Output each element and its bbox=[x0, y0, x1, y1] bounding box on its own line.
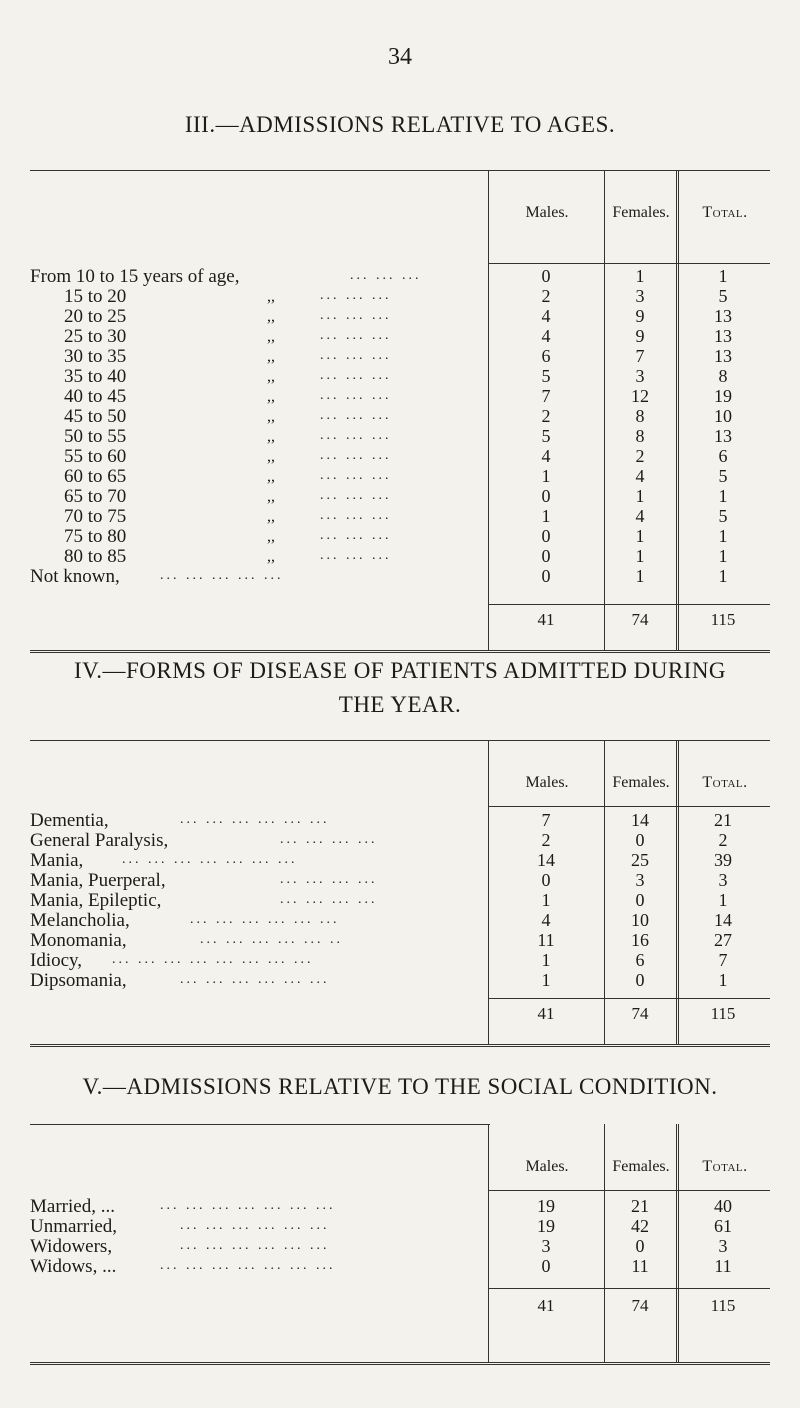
total-rule bbox=[488, 998, 770, 999]
header-rule bbox=[488, 806, 770, 807]
table-v-heading: V.—ADMISSIONS RELATIVE TO THE SOCIAL CONDITION. bbox=[82, 1074, 718, 1099]
page-number: 34 bbox=[388, 44, 412, 70]
table-row: 75 to 80 ,, ... ... ... 0 1 1 bbox=[64, 526, 728, 547]
col-total: Total. bbox=[702, 204, 748, 221]
total-all: 115 bbox=[710, 1296, 736, 1315]
table-row: General Paralysis, ... ... ... ... 2 0 2 bbox=[30, 830, 728, 851]
total-all: 115 bbox=[710, 1004, 736, 1023]
bottom-rule bbox=[30, 650, 770, 653]
table-row: 55 to 60 ,, ... ... ... 4 2 6 bbox=[64, 446, 728, 467]
total-females: 74 bbox=[631, 610, 649, 629]
total-females: 74 bbox=[631, 1296, 649, 1315]
total-all: 115 bbox=[710, 610, 736, 629]
table-row: 35 to 40 ,, ... ... ... 5 3 8 bbox=[64, 366, 728, 387]
table-row: 80 to 85 ,, ... ... ... 0 1 1 bbox=[64, 546, 728, 567]
table-row: Dementia, ... ... ... ... ... ... 7 14 21 bbox=[30, 810, 732, 831]
col-males: Males. bbox=[525, 1158, 569, 1175]
col-males: Males. bbox=[525, 774, 569, 791]
table-row: Not known, ... ... ... ... ... 0 1 1 bbox=[30, 566, 728, 587]
top-rule bbox=[30, 1124, 490, 1125]
table-iv-heading: IV.—FORMS OF DISEASE OF PATIENTS ADMITTED DURING bbox=[73, 658, 727, 683]
table-row: 30 to 35 ,, ... ... ... 6 7 13 bbox=[64, 346, 732, 367]
table-row: 45 to 50 ,, ... ... ... 2 8 10 bbox=[64, 406, 732, 427]
table-iv-heading-2: THE YEAR. bbox=[338, 692, 462, 717]
top-rule bbox=[30, 740, 770, 741]
table-row: 20 to 25 ,, ... ... ... 4 9 13 bbox=[64, 306, 732, 327]
table-row: Mania, Epileptic, ... ... ... ... 1 0 1 bbox=[30, 890, 728, 911]
col-males: Males. bbox=[525, 204, 569, 221]
header-rule bbox=[488, 1190, 770, 1191]
table-row: 15 to 20 ,, ... ... ... 2 3 5 bbox=[64, 286, 728, 307]
table-row: 40 to 45 ,, ... ... ... 7 12 19 bbox=[64, 386, 732, 407]
bottom-rule bbox=[30, 1044, 770, 1047]
table-row: 70 to 75 ,, ... ... ... 1 4 5 bbox=[64, 506, 728, 527]
total-males: 41 bbox=[537, 610, 555, 629]
table-row: 60 to 65 ,, ... ... ... 1 4 5 bbox=[64, 466, 728, 487]
total-rule bbox=[488, 604, 770, 605]
table-social-condition bbox=[30, 1124, 770, 1364]
table-iii-heading: III.—ADMISSIONS RELATIVE TO AGES. bbox=[184, 112, 616, 137]
total-rule bbox=[488, 1288, 770, 1289]
total-males: 41 bbox=[537, 1004, 555, 1023]
table-row: Widows, ... ... ... ... ... ... ... ... 0 11 11 bbox=[30, 1256, 732, 1277]
table-row: Mania, ... ... ... ... ... ... ... 14 25 39 bbox=[30, 850, 732, 871]
table-forms-of-disease bbox=[30, 740, 770, 1046]
total-males: 41 bbox=[537, 1296, 555, 1315]
table-row: From 10 to 15 years of age, ... ... ... 0 1 1 bbox=[30, 266, 728, 287]
table-row: Mania, Puerperal, ... ... ... ... 0 3 3 bbox=[30, 870, 728, 891]
table-row: 25 to 30 ,, ... ... ... 4 9 13 bbox=[64, 326, 732, 347]
table-row: Idiocy, ... ... ... ... ... ... ... ... 1 6 7 bbox=[30, 950, 728, 971]
col-females: Females. bbox=[612, 204, 670, 221]
top-rule bbox=[30, 170, 770, 171]
table-row: 65 to 70 ,, ... ... ... 0 1 1 bbox=[64, 486, 728, 507]
col-females: Females. bbox=[612, 774, 670, 791]
table-row: Monomania, ... ... ... ... ... .. 11 16 27 bbox=[30, 930, 732, 951]
total-females: 74 bbox=[631, 1004, 649, 1023]
col-total: Total. bbox=[702, 774, 748, 791]
table-row: Melancholia, ... ... ... ... ... ... 4 10 14 bbox=[30, 910, 732, 931]
header-rule bbox=[488, 263, 770, 264]
bottom-rule bbox=[30, 1362, 770, 1365]
table-row: Unmarried, ... ... ... ... ... ... 19 42 61 bbox=[30, 1216, 732, 1237]
col-females: Females. bbox=[612, 1158, 670, 1175]
table-row: 50 to 55 ,, ... ... ... 5 8 13 bbox=[64, 426, 732, 447]
table-row: Dipsomania, ... ... ... ... ... ... 1 0 1 bbox=[30, 970, 728, 991]
table-row: Widowers, ... ... ... ... ... ... 3 0 3 bbox=[30, 1236, 728, 1257]
table-ages bbox=[30, 170, 770, 652]
col-total: Total. bbox=[702, 1158, 748, 1175]
table-row: Married, ... ... ... ... ... ... ... ... 19 21 40 bbox=[30, 1196, 732, 1217]
